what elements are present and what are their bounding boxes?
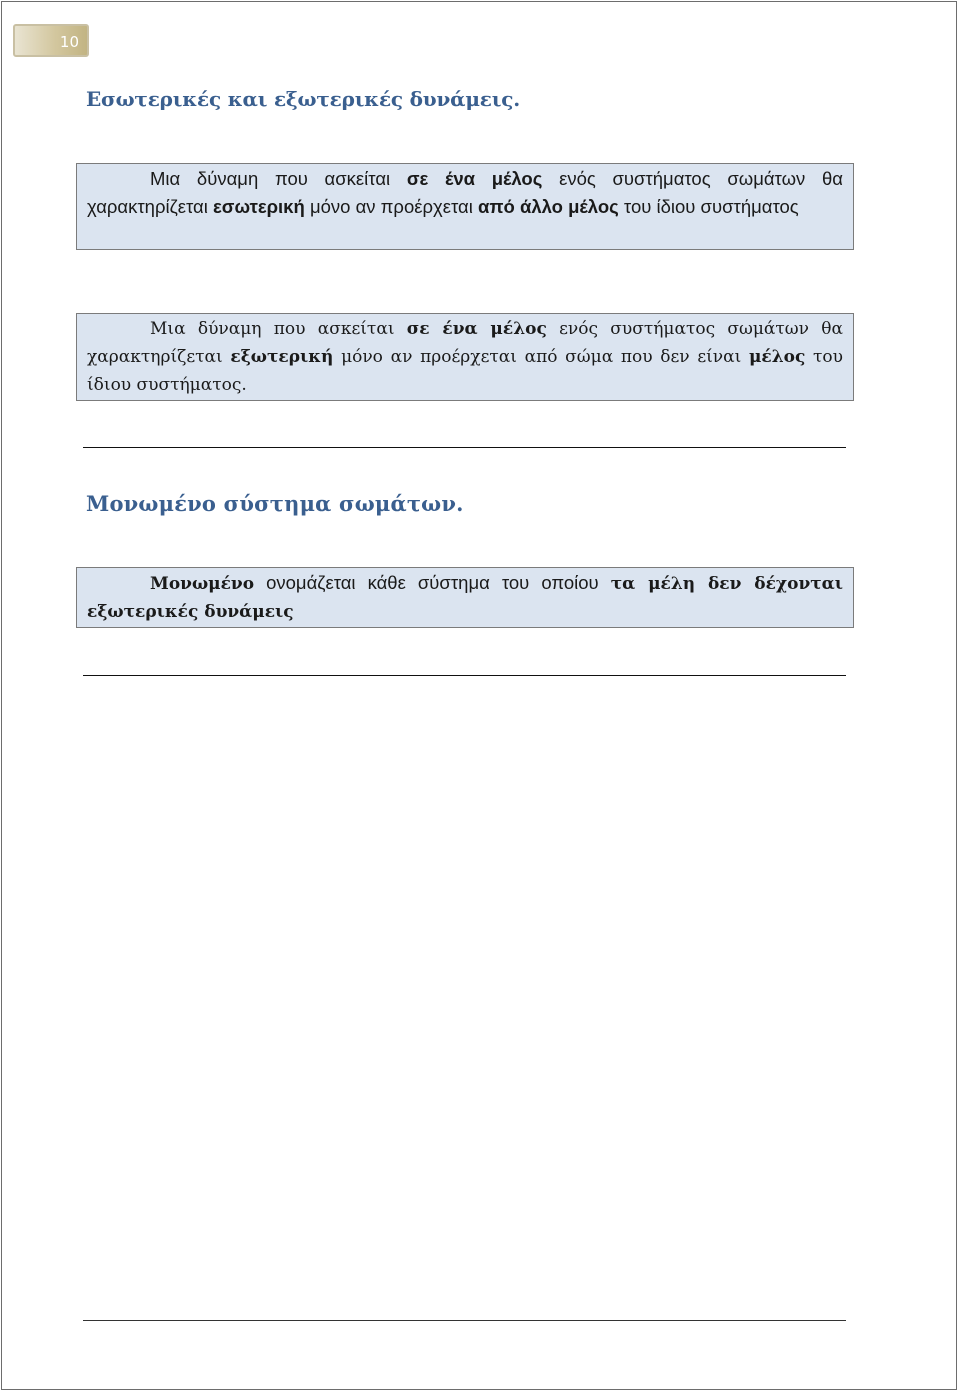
bold-term: Μονωμένο [150, 574, 255, 594]
text-run: μόνο αν προέρχεται από σώμα που δεν είναι [333, 347, 749, 367]
bold-term: τα μέλη δεν δέχονται εξωτερικές δυνάμεις [87, 574, 843, 622]
page-number-badge [13, 24, 89, 57]
bold-term: εσωτερική [213, 196, 305, 217]
definition-box-isolated-system [76, 567, 854, 628]
footer-divider [83, 1320, 846, 1321]
text-run: του ίδιου συστήματος [618, 196, 799, 217]
bold-term: σε ένα μέλος [406, 168, 543, 189]
definition-text [87, 569, 843, 626]
definition-text [87, 165, 843, 221]
text-run: ενός συστήματος σωμάτων θα χαρακτηρίζεται [87, 319, 843, 367]
text-run: ονομάζεται κάθε σύστημα του οποίου [254, 572, 611, 593]
section-heading-isolated-system: Μονωμένο σύστημα σωμάτων. [86, 491, 464, 516]
definition-box-external-force [76, 313, 854, 401]
text-run: ενός συστήματος σωμάτων θα χαρακτηρίζεται [87, 168, 843, 217]
horizontal-divider [83, 675, 846, 676]
text-run: του ίδιου συστήματος. [87, 347, 843, 395]
text-run: μόνο αν προέρχεται [304, 196, 478, 217]
bold-term: εξωτερική [230, 347, 334, 367]
text-run: Μια δύναμη που ασκείται [150, 319, 407, 339]
bold-term: από άλλο μέλος [477, 196, 619, 217]
horizontal-divider [83, 447, 846, 448]
page-number: 10 [59, 33, 79, 51]
definition-box-internal-force [76, 163, 854, 250]
bold-term: μέλος [748, 347, 806, 367]
text-run: Μια δύναμη που ασκείται [150, 168, 407, 189]
definition-text [87, 315, 843, 399]
bold-term: σε ένα μέλος [406, 319, 547, 339]
section-heading-internal-external-forces: Εσωτερικές και εξωτερικές δυνάμεις. [86, 87, 520, 111]
